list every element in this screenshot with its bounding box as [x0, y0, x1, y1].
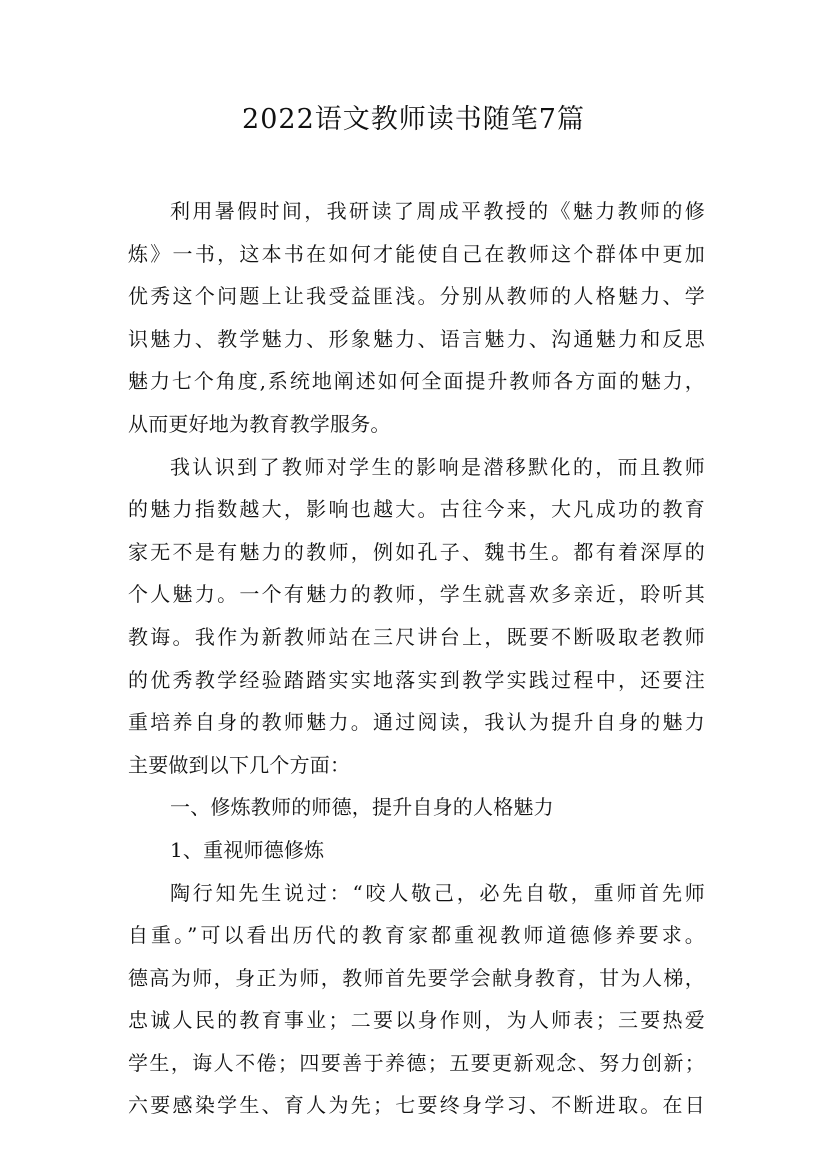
text-line: 个人魅力。一个有魅力的教师，学生就喜欢多亲近，聆听其: [128, 582, 705, 607]
text-line: 从而更好地为教育教学服务。: [128, 411, 391, 436]
text-line: 学生，诲人不倦；四要善于养德；五要更新观念、努力创新；: [128, 1050, 705, 1075]
text-line: 家无不是有魅力的教师，例如孔子、魏书生。都有着深厚的: [128, 539, 705, 564]
text-line: 1、重视师德修炼: [170, 837, 325, 862]
text-line: 忠诚人民的教育事业；二要以身作则，为人师表；三要热爱: [128, 1008, 705, 1033]
text-line: 优秀这个问题上让我受益匪浅。分别从教师的人格魅力、学: [128, 284, 705, 309]
text-line: 魅力七个角度,系统地阐述如何全面提升教师各方面的魅力，: [128, 369, 705, 394]
text-line: 陶行知先生说过：“咬人敬己，必先自敬，重师首先师: [170, 880, 705, 905]
text-line: 的优秀教学经验踏踏实实地落实到教学实践过程中，还要注: [128, 667, 705, 692]
text-line: 的魅力指数越大，影响也越大。古往今来，大凡成功的教育: [128, 497, 705, 522]
text-line: 识魅力、教学魅力、形象魅力、语言魅力、沟通魅力和反思: [128, 326, 705, 351]
text-line: 六要感染学生、育人为先；七要终身学习、不断进取。在日: [128, 1093, 705, 1118]
text-line: 重培养自身的教师魅力。通过阅读，我认为提升自身的魅力: [128, 710, 705, 735]
document-body: [128, 190, 705, 1127]
text-line: 主要做到以下几个方面：: [128, 752, 351, 777]
document-title: 2022语文教师读书随笔7篇: [242, 104, 585, 135]
text-line: 德高为师，身正为师，教师首先要学会献身教育，甘为人梯，: [128, 965, 705, 990]
text-line: 教诲。我作为新教师站在三尺讲台上，既要不断吸取老教师: [128, 624, 705, 649]
text-line: 利用暑假时间，我研读了周成平教授的《魅力教师的修: [170, 199, 705, 223]
text-line: 我认识到了教师对学生的影响是潜移默化的，而且教师: [170, 454, 705, 479]
text-line: 一、修炼教师的师德，提升自身的人格魅力: [170, 795, 554, 820]
text-line: 自重。”可以看出历代的教育家都重视教师道德修养要求。: [128, 923, 705, 948]
text-line: 炼》一书，这本书在如何才能使自己在教师这个群体中更加: [128, 241, 705, 266]
